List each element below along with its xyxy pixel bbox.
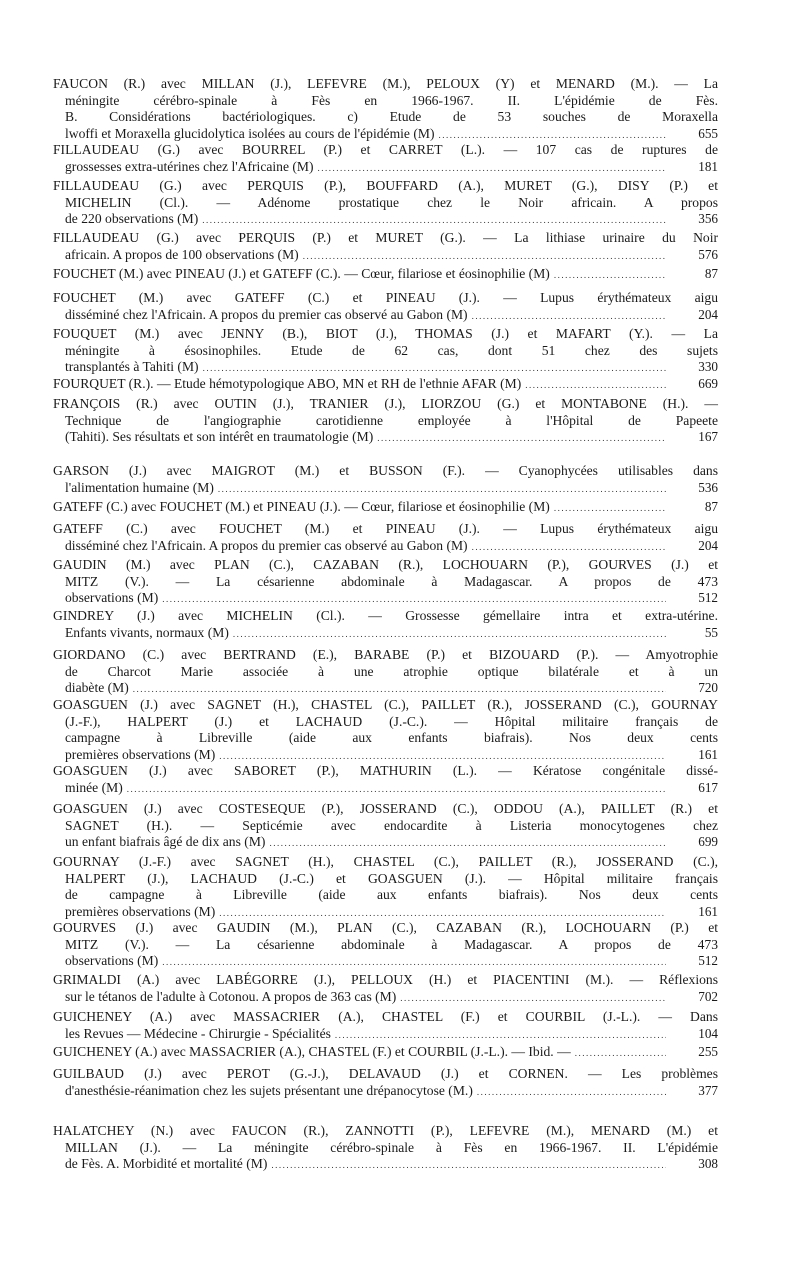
page-number: 512 bbox=[698, 953, 718, 968]
page-number: 87 bbox=[704, 266, 718, 281]
entry-line bbox=[53, 664, 718, 681]
index-entry bbox=[53, 290, 718, 324]
entry-final-line bbox=[53, 590, 718, 608]
entry-line bbox=[53, 93, 718, 110]
index-entry bbox=[53, 266, 718, 284]
entry-text: les Revues — Médecine - Chirurgie - Spécialités bbox=[65, 1025, 331, 1041]
index-entry bbox=[53, 647, 718, 698]
page-number: 702 bbox=[698, 988, 718, 1004]
index-entry bbox=[53, 521, 718, 555]
entry-text: FOUCHET (M.) avec GATEFF (C.) et PINEAU (J.). — Lupus érythémateux aigu bbox=[53, 290, 718, 305]
entry-final-line bbox=[53, 1083, 718, 1101]
dot-leader bbox=[335, 1027, 666, 1044]
entry-text: disséminé chez l'Africain. A propos du premier cas observé au Gabon (M) bbox=[65, 537, 468, 553]
page-number: 204 bbox=[698, 306, 718, 322]
entry-text: méningite à ésosinophiles. Etude de 62 cas, dont 51 chez des sujets bbox=[65, 342, 718, 358]
entry-text: diabète (M) bbox=[65, 680, 129, 695]
entry-final-line bbox=[53, 307, 718, 325]
entry-final-line bbox=[53, 1044, 718, 1062]
entry-text: observations (M) bbox=[65, 953, 159, 968]
entry-text: FOUCHET (M.) avec PINEAU (J.) et GATEFF (C.). — Cœur, filariose et éosinophilie (M) bbox=[53, 266, 550, 281]
entry-final-line bbox=[53, 159, 718, 177]
dot-leader bbox=[127, 781, 666, 798]
entry-text: HALATCHEY (N.) avec FAUCON (R.), ZANNOTTI (P.), LEFEVRE (M.), MENARD (M.) et bbox=[53, 1123, 718, 1138]
dot-leader bbox=[162, 591, 666, 608]
index-entry bbox=[53, 801, 718, 852]
entry-line bbox=[53, 937, 718, 954]
entry-final-line bbox=[53, 480, 718, 498]
entry-text: de 220 observations (M) bbox=[65, 211, 199, 226]
index-entry bbox=[53, 763, 718, 797]
entry-text: GRIMALDI (A.) avec LABÉGORRE (J.), PELLOUX (H.) et PIACENTINI (M.). — Réflexions bbox=[53, 972, 718, 987]
entry-final-line bbox=[53, 680, 718, 698]
index-entry bbox=[53, 1123, 718, 1174]
page-number: 161 bbox=[698, 903, 718, 919]
entry-text: GATEFF (C.) avec FOUCHET (M.) et PINEAU (J.). — Cœur, filariose et éosinophilie (M) bbox=[53, 499, 550, 514]
entry-text: méningite cérébro-spinale à Fès en 1966-1967. II. L'épidémie de Fès. bbox=[65, 92, 718, 108]
entry-text: transplantés à Tahiti (M) bbox=[65, 359, 199, 374]
page-number: 356 bbox=[698, 211, 718, 226]
index-entry bbox=[53, 178, 718, 229]
entry-final-line bbox=[53, 266, 718, 284]
page-number: 161 bbox=[698, 746, 718, 762]
entry-text: de Fès. A. Morbidité et mortalité (M) bbox=[65, 1156, 268, 1171]
dot-leader bbox=[233, 626, 666, 643]
entry-final-line bbox=[53, 429, 718, 447]
dot-leader bbox=[554, 267, 666, 284]
index-entry bbox=[53, 920, 718, 971]
entry-text: GOURVES (J.) avec GAUDIN (M.), PLAN (C.), CAZABAN (R.), LOCHOUARN (P.) et bbox=[53, 920, 718, 935]
entry-line bbox=[53, 1066, 718, 1083]
index-entry bbox=[53, 1009, 718, 1043]
entry-line bbox=[53, 871, 718, 888]
entry-line bbox=[53, 195, 718, 212]
entry-final-line bbox=[53, 359, 718, 377]
page-number: 104 bbox=[698, 1025, 718, 1041]
entry-final-line bbox=[53, 126, 718, 144]
entry-text: de campagne à Libreville (aide aux enfants biafrais). Nos deux cents bbox=[65, 887, 718, 902]
index-entry bbox=[53, 463, 718, 497]
entry-text: africain. A propos de 100 observations (M) bbox=[65, 246, 299, 262]
entry-text: (J.-F.), HALPERT (J.) et LACHAUD (J.-C.). — Hôpital militaire français de bbox=[65, 713, 718, 729]
entry-text: GOASGUEN (J.) avec COSTESEQUE (P.), JOSSERAND (C.), ODDOU (A.), PAILLET (R.) et bbox=[53, 801, 718, 816]
entry-line bbox=[53, 290, 718, 307]
entry-line bbox=[53, 413, 718, 430]
entry-text: GOASGUEN (J.) avec SAGNET (H.), CHASTEL (C.), PAILLET (R.), JOSSERAND (C.), GOURNAY bbox=[53, 697, 718, 712]
entry-text: campagne à Libreville (aide aux enfants biafrais). Nos deux cents bbox=[65, 730, 718, 745]
entry-text: minée (M) bbox=[65, 779, 123, 795]
entry-text: GIORDANO (C.) avec BERTRAND (E.), BARABE (P.) et BIZOUARD (P.). — Amyotrophie bbox=[53, 647, 718, 662]
entry-text: GUILBAUD (J.) avec PEROT (G.-J.), DELAVAUD (J.) et CORNEN. — Les problèmes bbox=[53, 1066, 718, 1081]
entry-text: FAUCON (R.) avec MILLAN (J.), LEFEVRE (M.), PELOUX (Y) et MENARD (M.). — La bbox=[53, 76, 718, 91]
entry-line bbox=[53, 1009, 718, 1026]
entry-line bbox=[53, 463, 718, 480]
entry-text: GOASGUEN (J.) avec SABORET (P.), MATHURIN (L.). — Kératose congénitale dissé- bbox=[53, 763, 718, 778]
page-number: 377 bbox=[698, 1082, 718, 1098]
entry-final-line bbox=[53, 1156, 718, 1174]
entry-text: FRANÇOIS (R.) avec OUTIN (J.), TRANIER (J.), LIORZOU (G.) et MONTABONE (H.). — bbox=[53, 396, 718, 411]
page-number: 55 bbox=[704, 624, 718, 640]
entry-line bbox=[53, 574, 718, 591]
entry-text: FOURQUET (R.). — Etude hémotypologique ABO, MN et RH de l'ethnie AFAR (M) bbox=[53, 376, 522, 391]
page-number: 181 bbox=[698, 158, 718, 174]
entry-text: GAUDIN (M.) avec PLAN (C.), CAZABAN (R.), LOCHOUARN (P.), GOURVES (J.) et bbox=[53, 557, 718, 572]
entry-line bbox=[53, 109, 718, 126]
index-entry bbox=[53, 230, 718, 264]
entry-text: HALPERT (J.), LACHAUD (J.-C.) et GOASGUEN (J.). — Hôpital militaire français bbox=[65, 870, 718, 886]
entry-text: GATEFF (C.) avec FOUCHET (M.) et PINEAU (J.). — Lupus érythémateux aigu bbox=[53, 521, 718, 536]
entry-final-line bbox=[53, 211, 718, 229]
dot-leader bbox=[318, 160, 666, 177]
entry-final-line bbox=[53, 1026, 718, 1044]
entry-text: l'alimentation humaine (M) bbox=[65, 479, 214, 495]
entry-final-line bbox=[53, 834, 718, 852]
dot-leader bbox=[219, 748, 666, 765]
dot-leader bbox=[525, 377, 666, 394]
entry-line bbox=[53, 854, 718, 871]
entry-line bbox=[53, 326, 718, 343]
index-entry bbox=[53, 376, 718, 394]
index-entry bbox=[53, 854, 718, 921]
entry-final-line bbox=[53, 953, 718, 971]
page-number: 167 bbox=[698, 429, 718, 444]
entry-text: MITZ (V.). — La césarienne abdominale à Madagascar. A propos de 473 bbox=[65, 936, 718, 952]
entry-line bbox=[53, 230, 718, 247]
dot-leader bbox=[162, 954, 666, 971]
index-entry bbox=[53, 396, 718, 447]
entry-line bbox=[53, 697, 718, 714]
entry-line bbox=[53, 76, 718, 93]
page-number: 330 bbox=[698, 359, 718, 374]
entry-text: GUICHENEY (A.) avec MASSACRIER (A.), CHASTEL (F.) et COURBIL (J.-L.). — Dans bbox=[53, 1009, 718, 1024]
entry-text: premières observations (M) bbox=[65, 746, 216, 762]
page-number: 655 bbox=[698, 125, 718, 141]
entry-text: disséminé chez l'Africain. A propos du premier cas observé au Gabon (M) bbox=[65, 306, 468, 322]
entry-line bbox=[53, 714, 718, 731]
page-number: 699 bbox=[698, 834, 718, 849]
entry-text: MILLAN (J.). — La méningite cérébro-spinale à Fès en 1966-1967. II. L'épidémie bbox=[65, 1139, 718, 1155]
entry-text: SAGNET (H.). — Septicémie avec endocardite à Listeria monocytogenes chez bbox=[65, 817, 718, 833]
dot-leader bbox=[203, 360, 666, 377]
entry-final-line bbox=[53, 247, 718, 265]
entry-text: MITZ (V.). — La césarienne abdominale à Madagascar. A propos de 473 bbox=[65, 573, 718, 589]
page-number: 720 bbox=[698, 680, 718, 695]
entry-text: observations (M) bbox=[65, 590, 159, 605]
index-entry bbox=[53, 1066, 718, 1100]
entry-line bbox=[53, 1123, 718, 1140]
entry-text: GARSON (J.) avec MAIGROT (M.) et BUSSON (F.). — Cyanophycées utilisables dans bbox=[53, 463, 718, 478]
page-number: 308 bbox=[698, 1156, 718, 1171]
entry-line bbox=[53, 608, 718, 625]
index-entry bbox=[53, 76, 718, 143]
entry-text: grossesses extra-utérines chez l'Africaine (M) bbox=[65, 158, 314, 174]
entry-line bbox=[53, 396, 718, 413]
entry-final-line bbox=[53, 538, 718, 556]
entry-final-line bbox=[53, 625, 718, 643]
index-entry bbox=[53, 326, 718, 377]
page-number: 87 bbox=[704, 499, 718, 514]
entry-text: GINDREY (J.) avec MICHELIN (Cl.). — Grossesse gémellaire intra et extra-utérine. bbox=[53, 608, 718, 623]
entry-final-line bbox=[53, 904, 718, 922]
dot-leader bbox=[303, 248, 666, 265]
entry-final-line bbox=[53, 780, 718, 798]
dot-leader bbox=[269, 835, 666, 852]
page-number: 204 bbox=[698, 537, 718, 553]
dot-leader bbox=[477, 1084, 666, 1101]
page-number: 512 bbox=[698, 590, 718, 605]
entry-text: sur le tétanos de l'adulte à Cotonou. A propos de 363 cas (M) bbox=[65, 988, 397, 1004]
entry-text: FOUQUET (M.) avec JENNY (B.), BIOT (J.), THOMAS (J.) et MAFART (Y.). — La bbox=[53, 326, 718, 341]
entry-line bbox=[53, 818, 718, 835]
dot-leader bbox=[202, 212, 666, 229]
entry-line bbox=[53, 801, 718, 818]
dot-leader bbox=[575, 1045, 666, 1062]
entry-final-line bbox=[53, 499, 718, 517]
entry-final-line bbox=[53, 376, 718, 394]
entry-line bbox=[53, 972, 718, 989]
dot-leader bbox=[472, 308, 666, 325]
page-number: 617 bbox=[698, 779, 718, 795]
dot-leader bbox=[133, 681, 666, 698]
dot-leader bbox=[377, 430, 666, 447]
entry-text: MICHELIN (Cl.). — Adénome prostatique chez le Noir africain. A propos bbox=[65, 194, 718, 210]
entry-text: Technique de l'angiographie carotidienne employée à l'Hôpital de Papeete bbox=[65, 412, 718, 428]
entry-final-line bbox=[53, 747, 718, 765]
entry-text: FILLAUDEAU (G.) avec PERQUIS (P.) et MURET (G.). — La lithiase urinaire du Noir bbox=[53, 230, 718, 245]
entry-line bbox=[53, 920, 718, 937]
entry-text: d'anesthésie-réanimation chez les sujets présentant une drépanocytose (M.) bbox=[65, 1082, 473, 1098]
dot-leader bbox=[439, 127, 667, 144]
entry-text: Enfants vivants, normaux (M) bbox=[65, 624, 229, 640]
entry-line bbox=[53, 557, 718, 574]
index-entry bbox=[53, 142, 718, 176]
page-number: 536 bbox=[698, 479, 718, 495]
entry-text: lwoffi et Moraxella glucidolytica isolées au cours de l'épidémie (M) bbox=[65, 125, 435, 141]
page-number: 255 bbox=[698, 1044, 718, 1059]
entry-line bbox=[53, 142, 718, 159]
index-entry bbox=[53, 608, 718, 642]
entry-text: un enfant biafrais âgé de dix ans (M) bbox=[65, 834, 266, 849]
dot-leader bbox=[218, 481, 666, 498]
entry-line bbox=[53, 343, 718, 360]
entry-line bbox=[53, 1140, 718, 1157]
entry-line bbox=[53, 763, 718, 780]
entry-text: de Charcot Marie associée à une atrophie optique bilatérale et à un bbox=[65, 663, 718, 679]
entry-final-line bbox=[53, 989, 718, 1007]
entry-text: B. Considérations bactériologiques. c) Etude de 53 souches de Moraxella bbox=[65, 109, 718, 124]
page-number: 576 bbox=[698, 246, 718, 262]
entry-line bbox=[53, 647, 718, 664]
entry-line bbox=[53, 178, 718, 195]
entry-line bbox=[53, 521, 718, 538]
index-entry bbox=[53, 972, 718, 1006]
entry-line bbox=[53, 887, 718, 904]
page-number: 669 bbox=[698, 376, 718, 391]
dot-leader bbox=[219, 905, 666, 922]
dot-leader bbox=[554, 500, 666, 517]
index-entry bbox=[53, 557, 718, 608]
entry-text: (Tahiti). Ses résultats et son intérêt en traumatologie (M) bbox=[65, 429, 374, 444]
index-entry bbox=[53, 697, 718, 764]
entry-text: GUICHENEY (A.) avec MASSACRIER (A.), CHASTEL (F.) et COURBIL (J.-L.). — Ibid. — bbox=[53, 1044, 571, 1059]
entry-text: GOURNAY (J.-F.) avec SAGNET (H.), CHASTEL (C.), PAILLET (R.), JOSSERAND (C.), bbox=[53, 854, 718, 869]
entry-text: FILLAUDEAU (G.) avec PERQUIS (P.), BOUFFARD (A.), MURET (G.), DISY (P.) et bbox=[53, 178, 718, 193]
entry-text: premières observations (M) bbox=[65, 903, 216, 919]
dot-leader bbox=[400, 990, 666, 1007]
dot-leader bbox=[271, 1157, 666, 1174]
dot-leader bbox=[472, 539, 666, 556]
index-entry bbox=[53, 1044, 718, 1062]
entry-line bbox=[53, 730, 718, 747]
entry-text: FILLAUDEAU (G.) avec BOURREL (P.) et CARRET (L.). — 107 cas de ruptures de bbox=[53, 142, 718, 157]
index-entry bbox=[53, 499, 718, 517]
